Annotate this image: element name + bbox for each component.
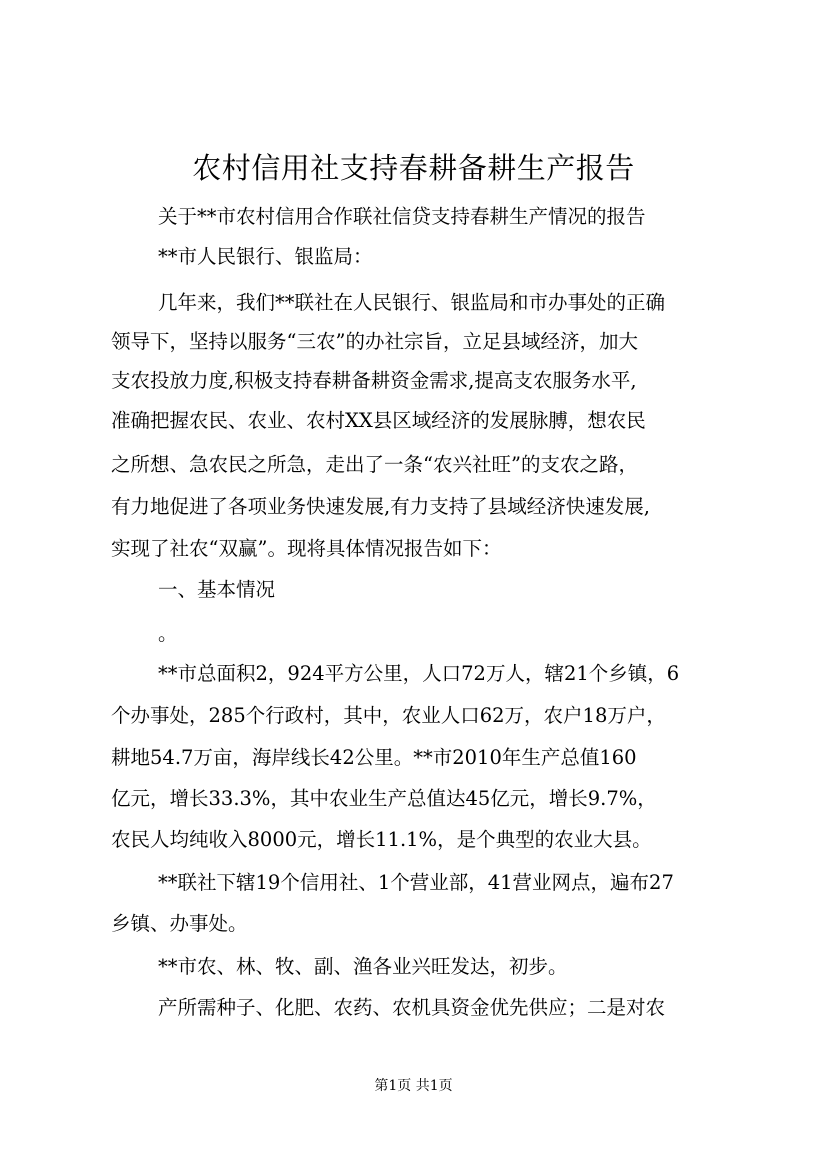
body-line: 耕地54.7万亩，海岸线长42公里。**市2010年生产总值160 (111, 746, 637, 769)
body-line: **市农、林、牧、副、渔各业兴旺发达，初步。 (158, 955, 568, 978)
body-line: 支农投放力度,积极支持春耕备耕资金需求,提高支农服务水平, (111, 369, 637, 392)
body-line: 。 (158, 622, 178, 645)
section-heading: 一、基本情况 (158, 578, 276, 601)
body-line: 实现了社农“双赢”。现将具体情况报告如下： (111, 537, 502, 560)
report-subject-line: 关于**市农村信用合作联社信贷支持春耕生产情况的报告 (158, 205, 646, 228)
salutation-line: **市人民银行、银监局： (158, 245, 373, 268)
page-footer: 第1页 共1页 (374, 1078, 453, 1094)
body-line: 之所想、急农民之所急，走出了一条“农兴社旺”的支农之路， (111, 453, 638, 476)
body-line: **市总面积2，924平方公里，人口72万人，辖21个乡镇，6 (158, 662, 680, 685)
body-line: 个办事处，285个行政村，其中，农业人口62万，农户18万户， (111, 704, 666, 727)
body-line: 有力地促进了各项业务快速发展,有力支持了县域经济快速发展, (111, 495, 650, 518)
body-line: 产所需种子、化肥、农药、农机具资金优先供应；二是对农 (158, 996, 666, 1019)
body-line: **联社下辖19个信用社、1个营业部，41营业网点，遍布27 (158, 871, 674, 894)
body-line: 乡镇、办事处。 (111, 912, 248, 935)
body-line: 准确把握农民、农业、农村XX县区域经济的发展脉膊，想农民 (111, 409, 646, 432)
body-line: 几年来，我们**联社在人民银行、银监局和市办事处的正确 (158, 291, 666, 314)
body-line: 农民人均纯收入8000元，增长11.1%，是个典型的农业大县。 (111, 828, 652, 851)
document-title: 农村信用社支持春耕备耕生产报告 (192, 151, 635, 185)
body-line: 亿元，增长33.3%，其中农业生产总值达45亿元，增长9.7%， (111, 787, 657, 810)
body-line: 领导下，坚持以服务“三农”的办社宗旨，立足县域经济，加大 (111, 330, 638, 353)
